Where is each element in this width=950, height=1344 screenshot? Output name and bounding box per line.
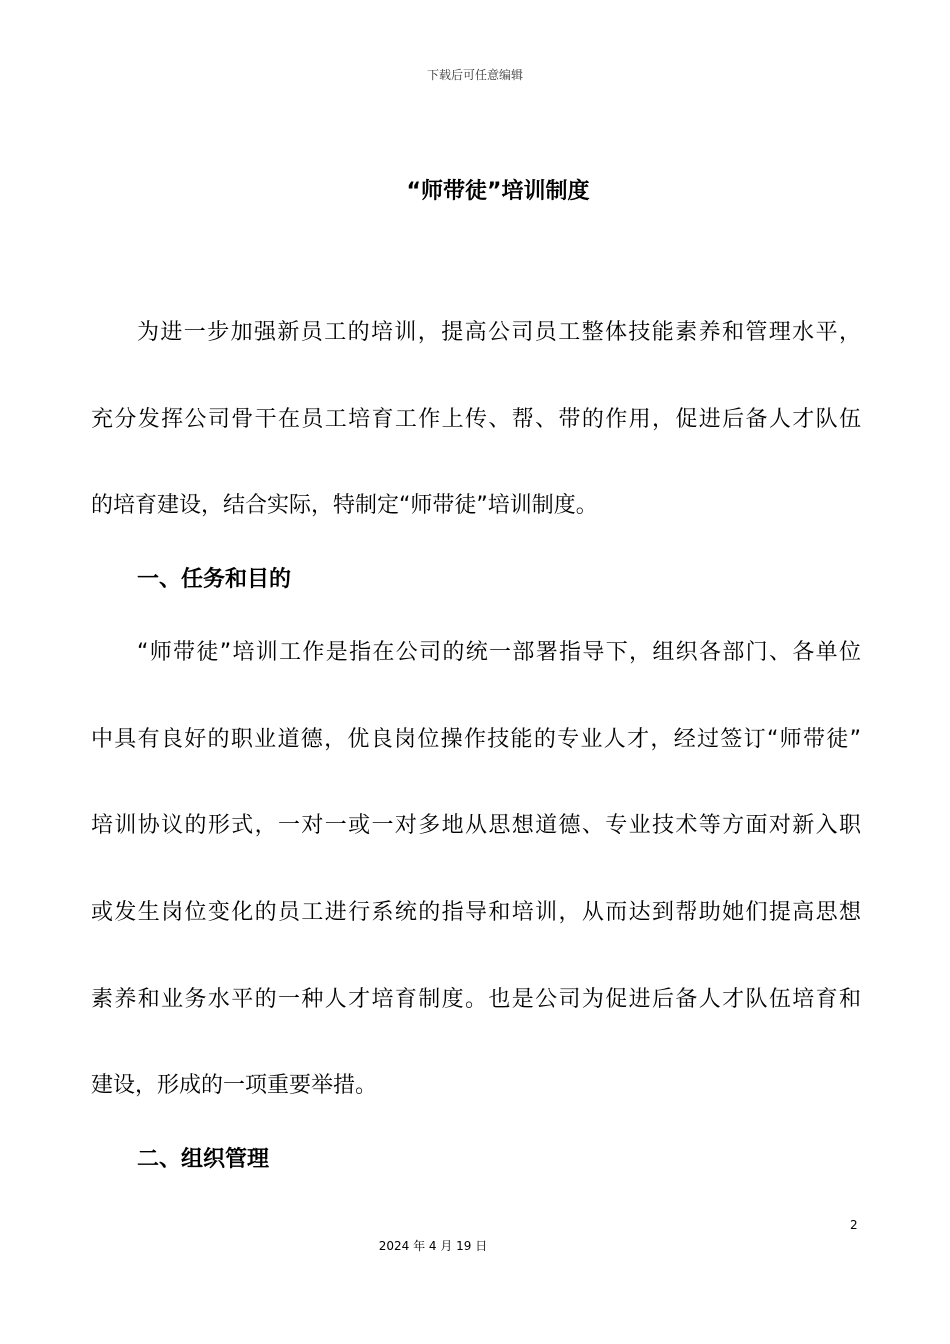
section-heading-1: 一、任务和目的 [137,567,292,592]
paragraph-line: 中具有良好的职业道德，优良岗位操作技能的专业人才，经过签订“师带徒” [91,727,861,752]
document-title: “师带徒”培训制度 [406,179,590,204]
section-heading-2: 二、组织管理 [137,1147,270,1172]
header-note: 下载后可任意编辑 [426,68,523,82]
paragraph-line: 的培育建设，结合实际，特制定“师带徒”培训制度。 [91,493,598,518]
paragraph-line: 为进一步加强新员工的培训，提高公司员工整体技能素养和管理水平， [137,320,861,345]
paragraph-line: 充分发挥公司骨干在员工培育工作上传、帮、带的作用，促进后备人才队伍 [91,407,861,432]
paragraph-line: 培训协议的形式，一对一或一对多地从思想道德、专业技术等方面对新入职 [91,813,861,838]
paragraph-line: “师带徒”培训工作是指在公司的统一部署指导下，组织各部门、各单位 [137,640,861,665]
paragraph-line: 建设，形成的一项重要举措。 [91,1073,378,1098]
footer-date: 2024 年 4 月 19 日 [378,1239,488,1253]
paragraph-line: 素养和业务水平的一种人才培育制度。也是公司为促进后备人才队伍培育和 [91,987,861,1012]
paragraph-line: 或发生岗位变化的员工进行系统的指导和培训，从而达到帮助她们提高思想 [91,900,861,925]
page-number: 2 [850,1218,858,1232]
